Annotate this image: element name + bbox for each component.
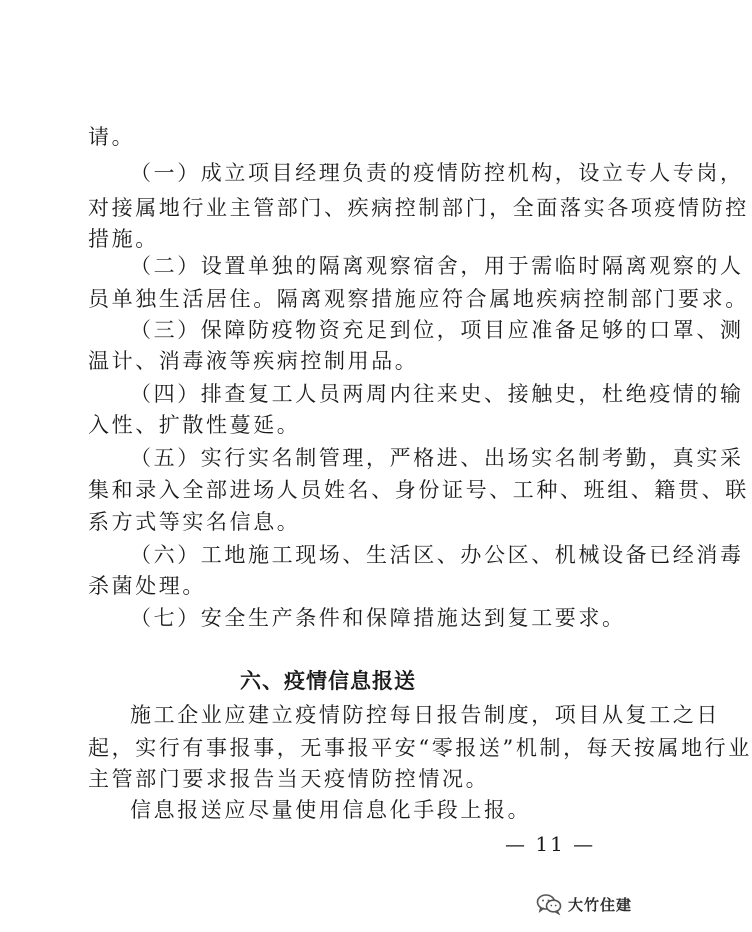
paragraph-line: 杀菌处理。 [88, 574, 206, 598]
paragraph-line: 入性、扩散性蔓延。 [88, 413, 301, 437]
paragraph-line: 系方式等实名信息。 [88, 510, 301, 534]
paragraph-line: （七）安全生产条件和保障措施达到复工要求。 [130, 606, 626, 630]
paragraph-line: （四）排查复工人员两周内往来史、接触史，杜绝疫情的输 [130, 382, 744, 406]
watermark-text: 大竹住建 [568, 895, 633, 914]
page-number: — 11 — [505, 832, 596, 856]
wechat-icon [536, 893, 562, 915]
paragraph-line: 请。 [88, 125, 136, 149]
paragraph-line: 温计、消毒液等疾病控制用品。 [88, 349, 419, 373]
paragraph-line: （六）工地施工现场、生活区、办公区、机械设备已经消毒 [130, 543, 744, 567]
paragraph-line: 对接属地行业主管部门、疾病控制部门，全面落实各项疫情防控 [88, 196, 749, 220]
paragraph-line: 集和录入全部进场人员姓名、身份证号、工种、班组、籍贯、联 [88, 478, 749, 502]
paragraph-line: （五）实行实名制管理，严格进、出场实名制考勤，真实采 [130, 446, 744, 470]
paragraph-line: 员单独生活居住。隔离观察措施应符合属地疾病控制部门要求。 [88, 287, 749, 311]
paragraph-line: （三）保障防疫物资充足到位，项目应准备足够的口罩、测 [130, 318, 744, 342]
paragraph-line: 信息报送应尽量使用信息化手段上报。 [130, 798, 532, 822]
paragraph-line: 措施。 [88, 227, 159, 251]
watermark [536, 890, 632, 918]
paragraph-line: 起，实行有事报事，无事报平安“零报送”机制，每天按属地行业 [88, 736, 752, 760]
section-heading: 六、疫情信息报送 [240, 669, 416, 693]
paragraph-line: （二）设置单独的隔离观察宿舍，用于需临时隔离观察的人 [130, 254, 744, 278]
paragraph-line: 主管部门要求报告当天疫情防控情况。 [88, 767, 490, 791]
paragraph-line: 施工企业应建立疫情防控每日报告制度，项目从复工之日 [130, 703, 720, 727]
paragraph-line: （一）成立项目经理负责的疫情防控机构，设立专人专岗， [130, 161, 744, 185]
